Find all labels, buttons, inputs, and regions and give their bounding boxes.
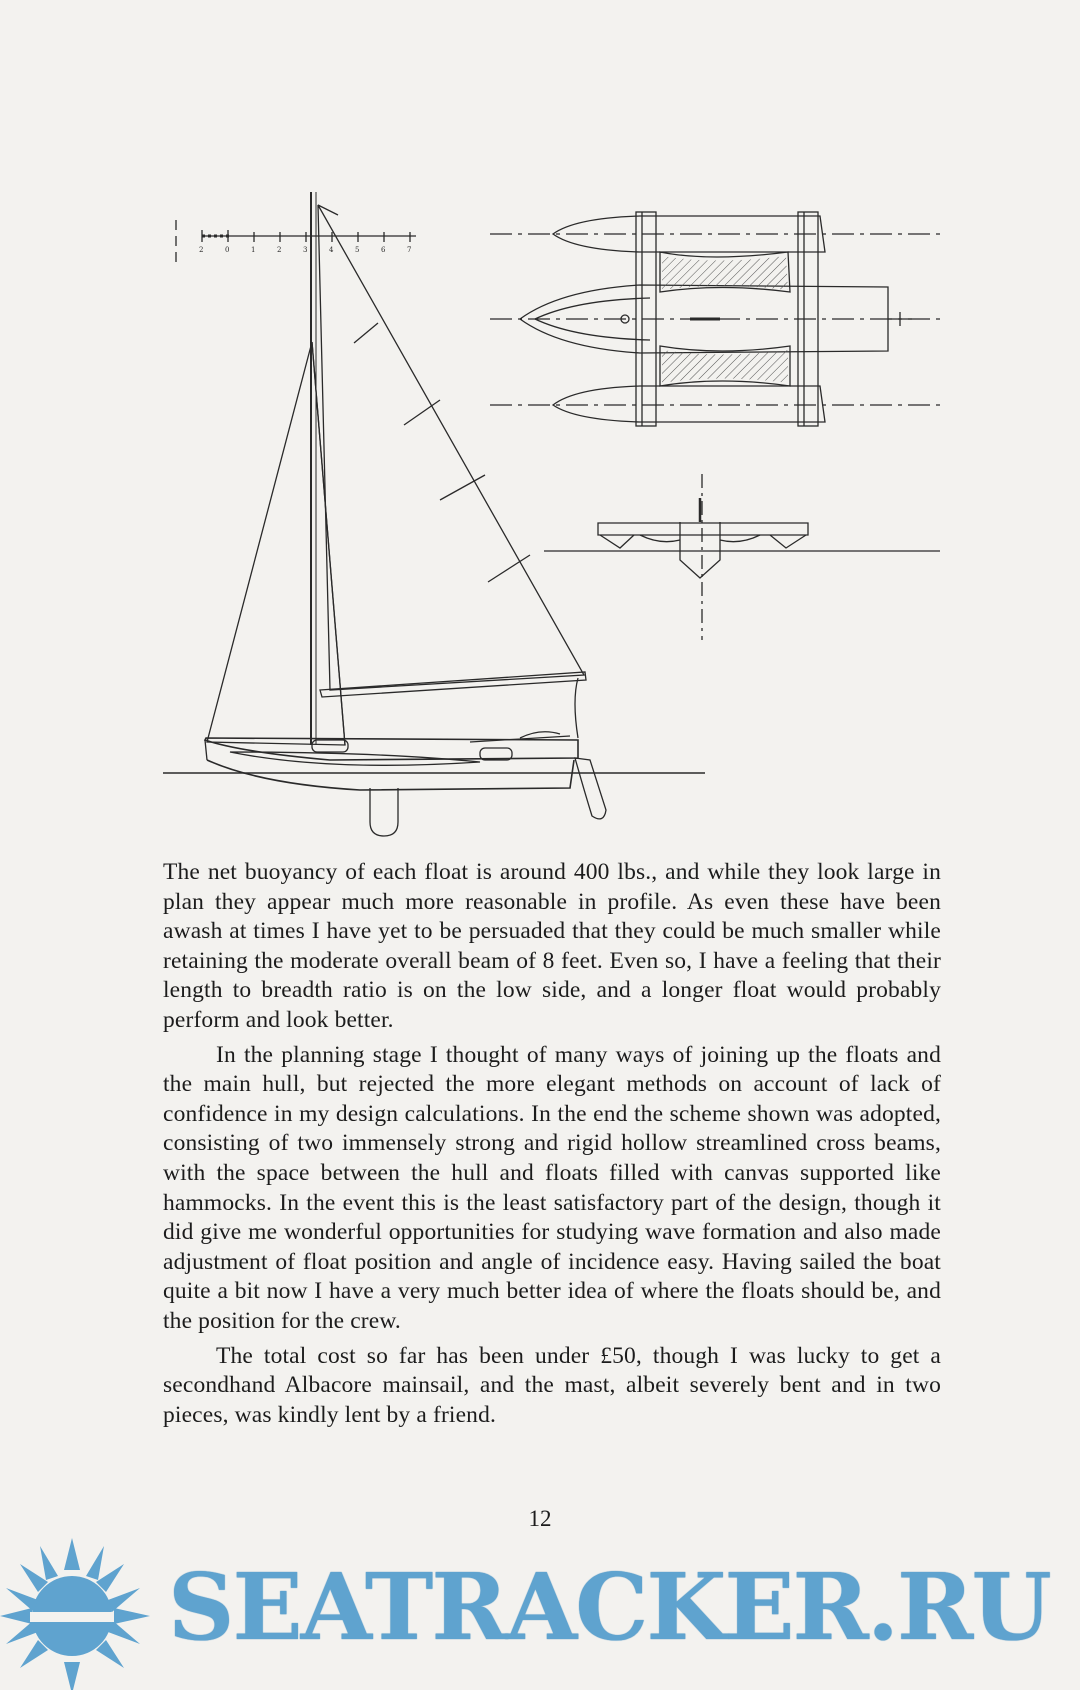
scale-label: 1 xyxy=(251,246,256,254)
scale-label: 3 xyxy=(303,246,308,254)
scale-label: 2 xyxy=(277,246,282,254)
scale-label: 2 xyxy=(199,246,204,254)
scale-label: 5 xyxy=(355,246,360,254)
sun-logo-icon xyxy=(0,1530,170,1690)
sail-plan-profile xyxy=(163,192,705,836)
plan-view xyxy=(490,212,940,426)
scale-label: 4 xyxy=(329,246,334,254)
paragraph-1: The net buoyancy of each float is around 400 lbs., and while they look large in plan they appear much more reasonable in profile. As even these have been awash at times I have yet to be persuaded that they could be much smaller while retaining the moderate overall beam of 8 feet. Even so, I have a feeling that their length to breadth ratio is on the low side, and a longer float would probably perform and look better. xyxy=(163,859,941,1033)
body-text xyxy=(163,858,941,1435)
paragraph-3: The total cost so far has been under £50, though I was lucky to get a secondhand Albacore mainsail, and the mast, albeit severely bent and in two pieces, was kindly lent by a friend. xyxy=(163,1342,941,1428)
page-number: 12 xyxy=(528,1506,552,1531)
scale-bar xyxy=(176,220,416,268)
scale-label: 0 xyxy=(225,246,230,254)
paragraph-2: In the planning stage I thought of many ways of joining up the floats and the main hull, but rejected the more elegant methods on account of lack of confidence in my design calculations. In the end the scheme shown was adopted, consisting of two immensely strong and rigid hollow streamlined cross beams, with the space between the hull and floats filled with canvas supported like hammocks. In the event this is the least satisfactory part of the design, though it did give me wonderful opportunities for studying wave formation and also made adjustment of float position and angle of incidence easy. Having sailed the boat quite a bit now I have a very much better idea of where the floats should be, and the position for the crew. xyxy=(163,1041,941,1334)
scale-label: 6 xyxy=(381,246,386,254)
watermark-text: SEATRACKER.RU xyxy=(168,1553,1050,1661)
scale-label: 7 xyxy=(407,246,412,254)
section-view xyxy=(544,474,940,640)
